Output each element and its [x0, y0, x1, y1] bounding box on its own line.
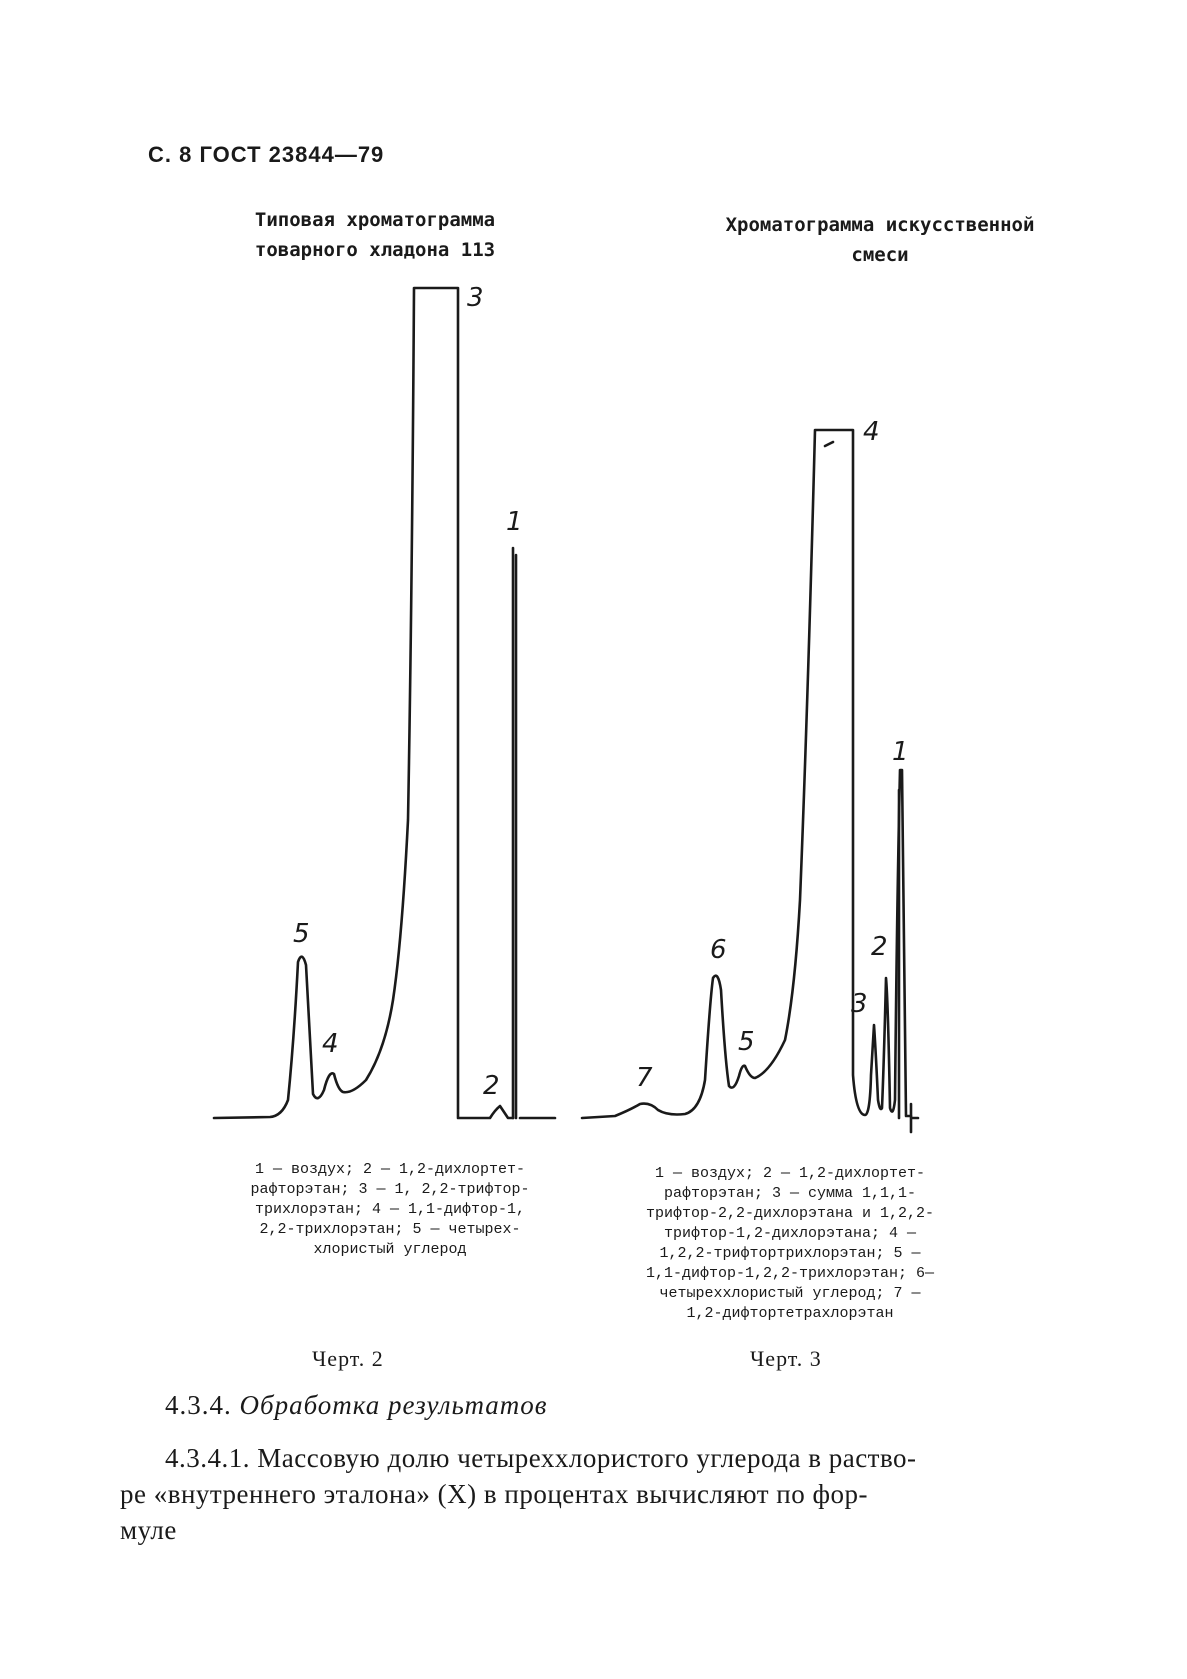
chromatogram-3-peak-4-tick — [825, 442, 833, 446]
figure-3-caption: 1 — воздух; 2 — 1,2-дихлортет- рафторэтан; 3 — сумма 1,1,1- трифтор-2,2-дихлорэтана и 1,2,2- трифтор-1,2-дихлорэтана; 4 — 1,2,2-трифтортрихлорэтан; 5 — 1,1-дифтор-1,2,2-трихлорэтан; 6— четыреххлористый углерод; 7 — 1,2-дифтортетрахлорэтан — [645, 1165, 935, 1322]
peak-label-5: 5 — [738, 1027, 755, 1057]
paragraph-line-1-text: 4.3.4.1. Массовую долю четыреххлористого углерода в раство- — [165, 1443, 917, 1473]
peak-label-6: 6 — [710, 935, 727, 965]
peak-label-2: 2 — [483, 1071, 500, 1101]
paragraph-line-1 — [120, 1440, 1055, 1476]
section-number: 4.3.4. — [165, 1390, 232, 1420]
paragraph-line-2: ре «внутреннего эталона» (X) в процентах вычисляют по фор- — [120, 1479, 868, 1509]
peak-label-1: 1 — [506, 507, 523, 537]
peak-label-7: 7 — [636, 1063, 653, 1093]
peak-label-4: 4 — [863, 417, 880, 447]
figure-2-caption: 1 — воздух; 2 — 1,2-дихлортет- рафторэтан; 3 — 1, 2,2-трифтор- трихлорэтан; 4 — 1,1-дифтор-1, 2,2-трихлорэтан; 5 — четырех- хлористый углерод — [250, 1161, 530, 1258]
peak-label-2: 2 — [871, 932, 888, 962]
peak-label-1: 1 — [892, 737, 909, 767]
peak-label-4: 4 — [322, 1029, 339, 1059]
chromatogram-3-baseline-end — [911, 1104, 918, 1132]
paragraph-line-3: муле — [120, 1515, 177, 1545]
figure-2-number: Черт. 2 — [312, 1346, 384, 1371]
peak-label-3: 3 — [851, 989, 868, 1019]
section-title: Обработка результатов — [239, 1390, 548, 1420]
body-paragraph — [120, 1440, 1055, 1548]
figure-3-number: Черт. 3 — [750, 1346, 822, 1371]
section-heading — [165, 1390, 548, 1421]
page-header: С. 8 ГОСТ 23844—79 — [148, 142, 385, 167]
figure-3-title: Хроматограмма искусственной смеси — [725, 214, 1035, 266]
figure-2-title: Типовая хроматограмма товарного хладона 113 — [254, 209, 496, 261]
peak-label-5: 5 — [293, 919, 310, 949]
peak-label-3: 3 — [467, 283, 484, 313]
